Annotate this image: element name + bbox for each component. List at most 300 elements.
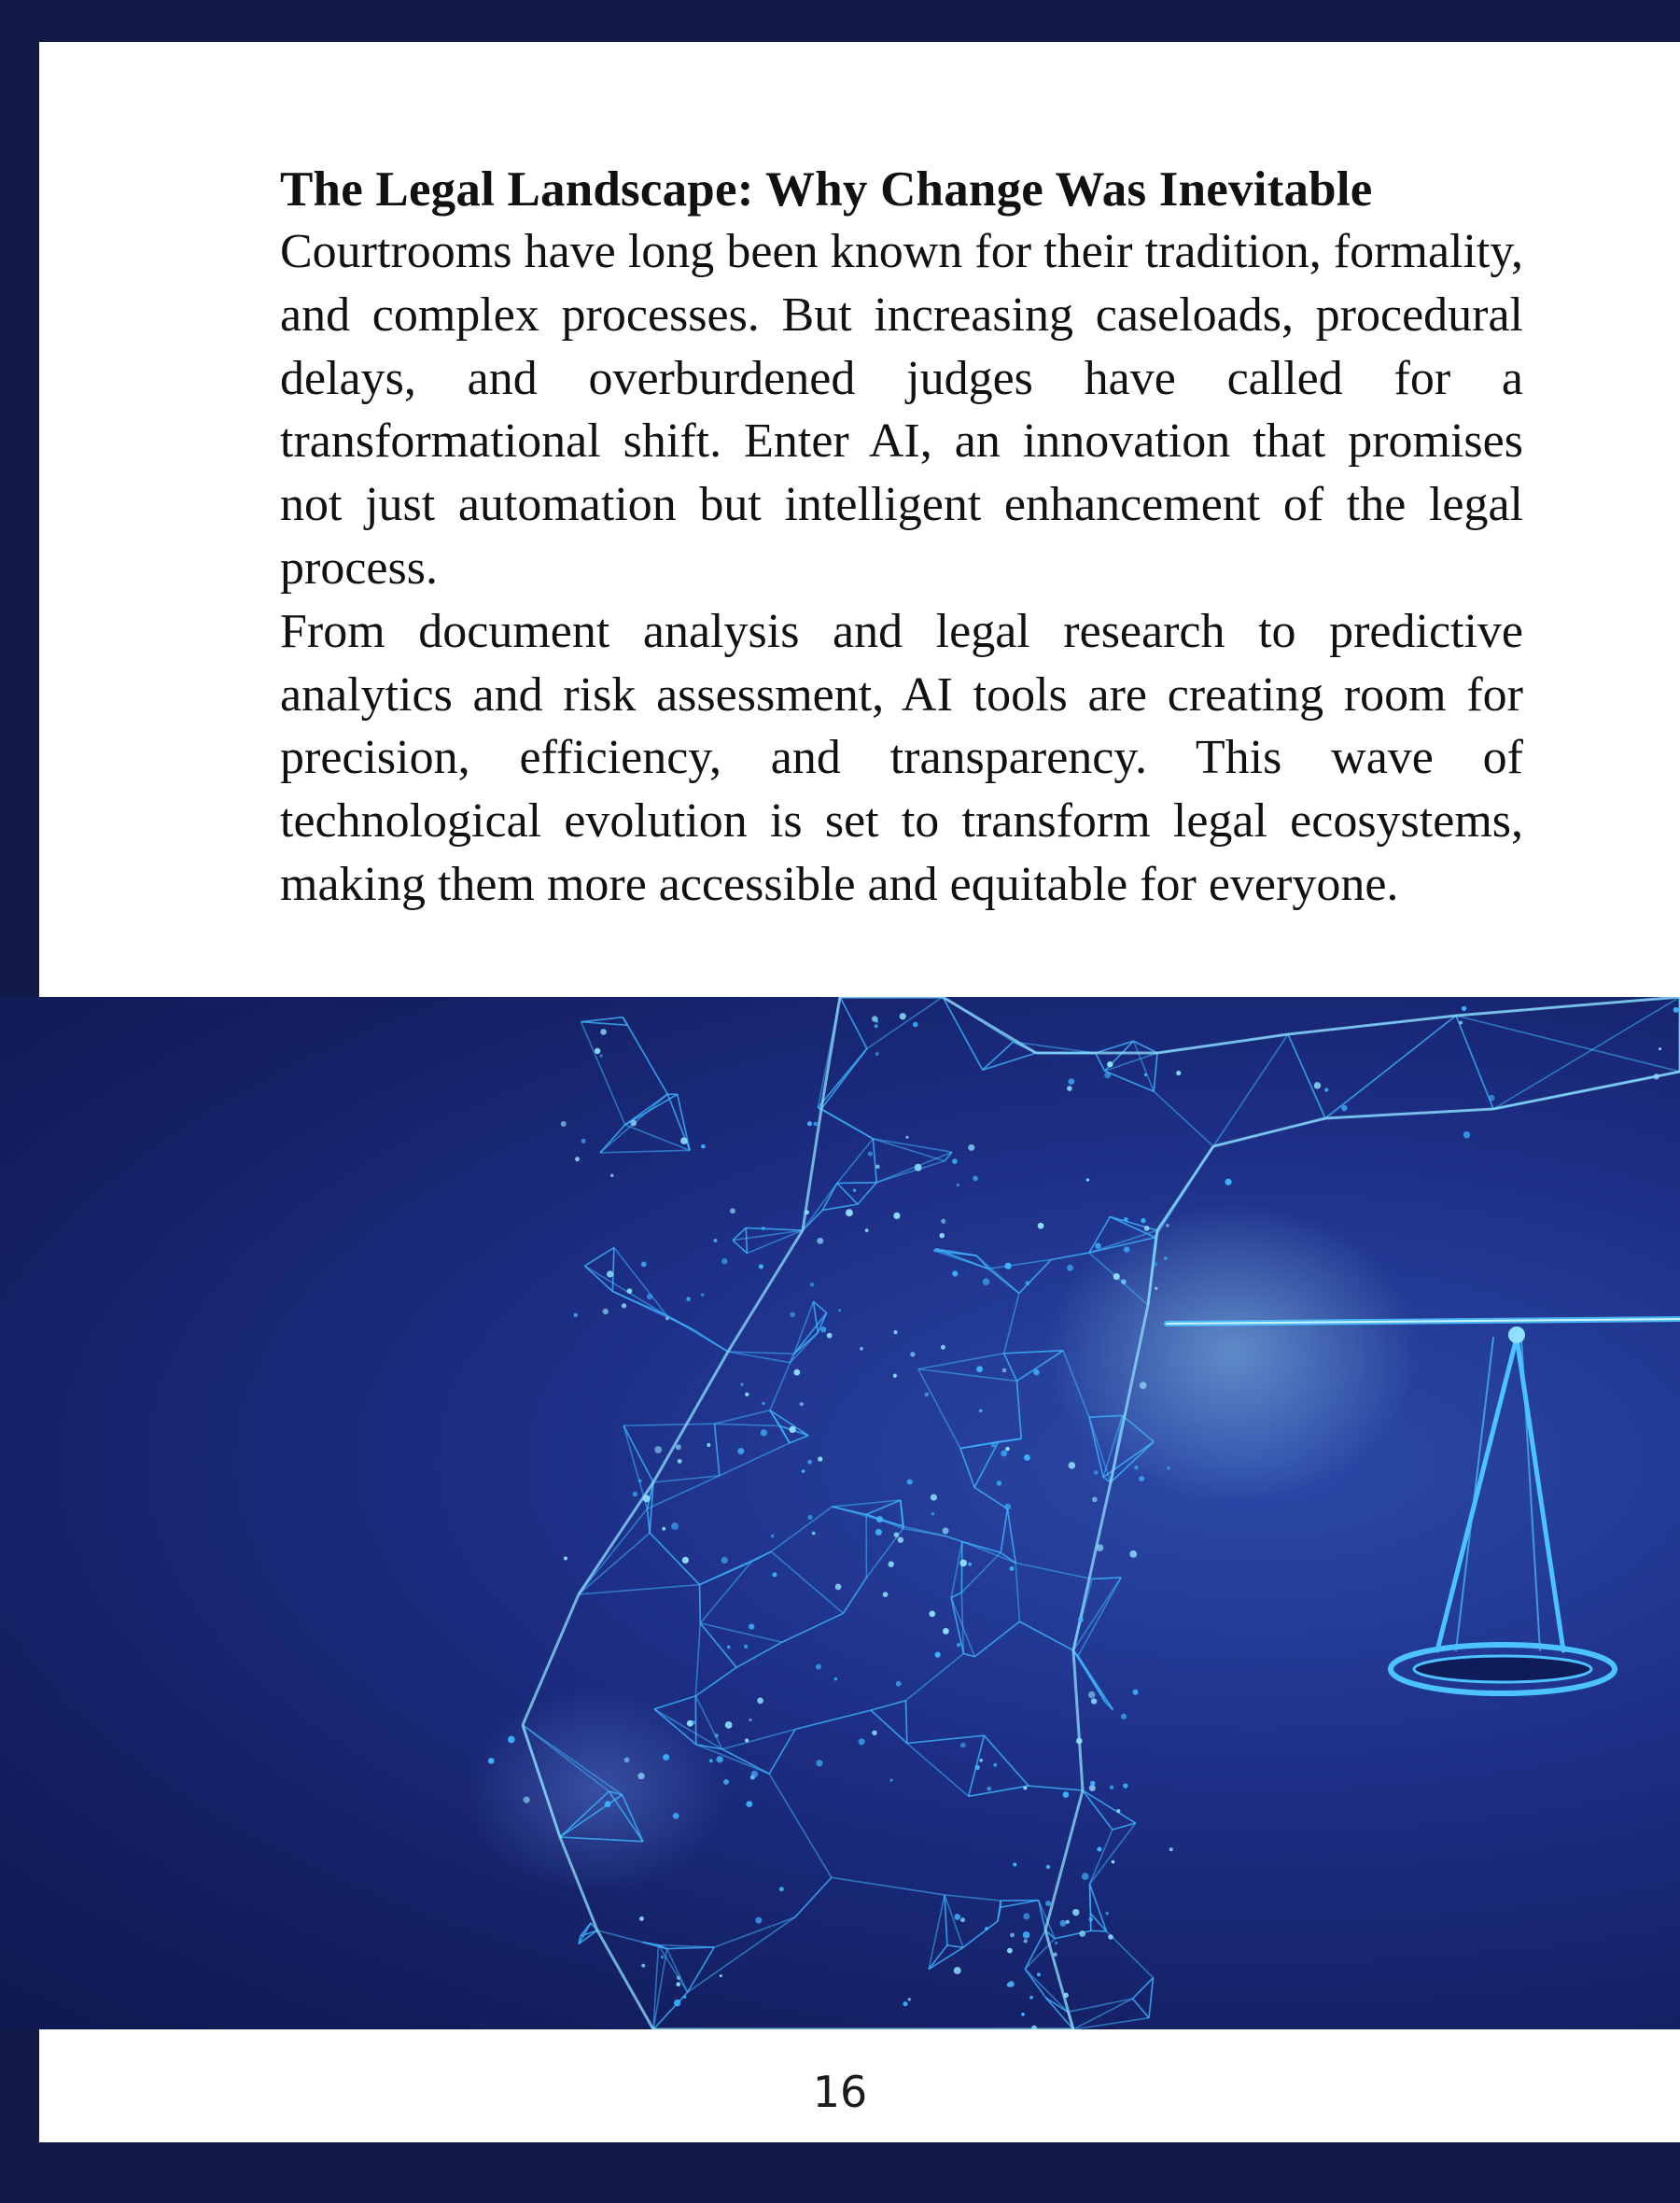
mesh-line (1083, 1790, 1113, 1830)
particle-dot (671, 1522, 679, 1530)
particle-dot (959, 1560, 967, 1567)
particle-dot (941, 1345, 945, 1350)
mesh-line (822, 1204, 858, 1210)
mesh-line (1106, 1931, 1153, 1978)
particle-dot (1124, 1246, 1129, 1252)
particle-dot (952, 1158, 958, 1164)
mesh-line (733, 1241, 747, 1254)
mesh-line (918, 1369, 960, 1449)
mesh-line (974, 1442, 999, 1488)
mesh-line (1154, 1053, 1157, 1091)
particle-dot (624, 1758, 630, 1763)
mesh-line (1083, 1790, 1136, 1823)
particle-dot (488, 1758, 495, 1764)
particle-dot (673, 1813, 679, 1819)
particle-dot (853, 1188, 857, 1192)
particle-dot (1141, 1218, 1145, 1223)
particle-dot (1089, 1785, 1096, 1791)
mesh-line (1019, 1259, 1051, 1293)
mesh-line (714, 1917, 795, 1947)
mesh-line (988, 1259, 1051, 1269)
particle-dot (1045, 1901, 1051, 1906)
particle-dot (915, 1164, 922, 1172)
particle-dot (1116, 1809, 1120, 1813)
mesh-line (790, 1436, 808, 1443)
particle-dot (875, 1024, 878, 1028)
mesh-line (929, 1947, 963, 1969)
particle-dot (637, 1773, 644, 1779)
mesh-line (918, 1369, 1017, 1382)
particle-dot (976, 1366, 983, 1372)
particle-dot (812, 1532, 816, 1536)
particle-dot (761, 1429, 767, 1436)
particle-dot (709, 1759, 713, 1762)
mesh-line (837, 1183, 858, 1204)
particle-dot (1155, 1287, 1157, 1290)
particle-dot (1090, 1781, 1095, 1786)
particle-dot (581, 1139, 586, 1144)
particle-dot (508, 1736, 515, 1744)
mesh-line (905, 1653, 963, 1700)
mesh-line (867, 997, 943, 1048)
mesh-line (871, 1701, 905, 1710)
particle-dot (1673, 1007, 1679, 1013)
particle-dot (1004, 1263, 1011, 1270)
particle-dot (790, 1312, 795, 1318)
particle-dot (807, 1460, 812, 1465)
page-frame-bottom (0, 2142, 1680, 2203)
particle-dot (1106, 1912, 1109, 1915)
mesh-line (1068, 1999, 1132, 2012)
particle-dot (641, 1262, 647, 1268)
particle-dot (680, 1137, 688, 1144)
particle-dot (1023, 1913, 1029, 1919)
particle-dot (1038, 1223, 1044, 1229)
particle-dot (957, 1643, 960, 1647)
particle-dot (1079, 1930, 1085, 1937)
particle-dot (910, 1352, 915, 1356)
particle-dot (940, 1233, 945, 1239)
mesh-line (1019, 1621, 1073, 1650)
particle-dot (630, 1120, 637, 1127)
particle-dot (1129, 1551, 1137, 1558)
mesh-line (960, 1449, 974, 1488)
particle-dot (1091, 1698, 1097, 1704)
particle-dot (1653, 1073, 1659, 1079)
particle-dot (929, 1611, 935, 1618)
particle-dot (746, 1801, 752, 1807)
particle-dot (834, 1677, 837, 1680)
mesh-line (1325, 1016, 1456, 1118)
mesh-line (579, 1585, 700, 1594)
particle-dot (987, 1787, 991, 1791)
mesh-line (728, 1230, 803, 1352)
particle-dot (960, 1917, 965, 1922)
particle-dot (762, 1227, 765, 1230)
particle-dot (1144, 1226, 1150, 1231)
particle-dot (817, 1238, 823, 1244)
mesh-line (961, 1552, 1001, 1593)
particle-dot (1123, 1783, 1127, 1788)
mesh-line (795, 1710, 871, 1729)
particle-dot (896, 1681, 902, 1687)
particle-dot (665, 1317, 669, 1321)
particle-dot (749, 1623, 754, 1629)
mesh-line (832, 1877, 945, 1895)
particle-dot (707, 1443, 710, 1447)
mesh-line (962, 1541, 1015, 1563)
particle-dot (924, 1392, 929, 1396)
mesh-line (837, 1183, 876, 1184)
particle-dot (1078, 1617, 1084, 1622)
particle-dot (1089, 1917, 1094, 1922)
particle-dot (1140, 1382, 1147, 1389)
particle-dot (876, 1516, 883, 1522)
particle-dot (807, 1121, 812, 1126)
mesh-line (653, 1476, 720, 1482)
particle-dot (663, 1754, 669, 1761)
mesh-line (782, 1613, 844, 1642)
mesh-line (905, 1701, 906, 1744)
particle-dot (903, 2001, 907, 2006)
particle-dot (757, 1698, 763, 1705)
particle-dot (875, 1529, 882, 1536)
particle-dot (714, 1733, 718, 1737)
particle-dot (661, 1956, 665, 1959)
mesh-line (1045, 1930, 1073, 2029)
particle-dot (997, 1480, 1001, 1485)
particle-dot (639, 1916, 644, 1921)
particle-dot (1097, 1544, 1104, 1551)
particle-dot (682, 1557, 689, 1564)
particle-dot (1086, 1178, 1089, 1181)
particle-dot (674, 2000, 681, 2007)
particle-dot (900, 1013, 906, 1019)
mesh-line (647, 1508, 650, 1533)
mesh-line (1004, 1354, 1017, 1382)
particle-dot (813, 1122, 817, 1126)
particle-dot (908, 1998, 911, 2000)
particle-dot (991, 1443, 996, 1448)
paragraph-intro: Courtrooms have long been known for their tradition, formality, and complex processes. But increasing caseloads, procedural delays, and overburdened judges have called for a transformational shift. Enter AI, an innovation that promises not just automation but intelligent enhancement of the legal process. (280, 225, 1523, 595)
particle-dot (941, 1219, 945, 1224)
particle-dot (846, 1209, 853, 1216)
particle-dot (638, 1479, 642, 1482)
particle-dot (1110, 1785, 1114, 1789)
particle-dot (1121, 1279, 1126, 1284)
mesh-line (1456, 997, 1680, 1016)
particle-dot (607, 1270, 613, 1277)
particle-dot (935, 1652, 941, 1658)
particle-dot (1023, 1931, 1030, 1939)
mesh-line (907, 1744, 969, 1797)
polygon-mesh (523, 997, 1680, 2029)
particle-dot (1069, 1462, 1075, 1468)
particle-dot (701, 1144, 706, 1149)
particle-dot (860, 1347, 863, 1351)
mesh-line (1001, 1509, 1007, 1553)
particle-dot (1166, 1224, 1169, 1228)
particle-dot (983, 1278, 990, 1285)
mesh-line (650, 1533, 699, 1584)
mesh-line (1325, 1109, 1493, 1118)
mesh-line (1015, 1563, 1019, 1621)
particle-dot (643, 1494, 651, 1502)
mesh-line (1016, 1381, 1021, 1438)
particle-dot (1013, 1862, 1016, 1866)
mesh-line (945, 1895, 1001, 1901)
particle-dot (662, 1527, 665, 1531)
mesh-line (720, 1443, 790, 1476)
mesh-line (818, 1108, 873, 1139)
mesh-line (688, 1947, 715, 1992)
mesh-line (695, 1667, 736, 1696)
particle-dot (1067, 1265, 1073, 1271)
mesh-line (751, 1551, 771, 1562)
particle-dot (913, 1022, 918, 1028)
particle-dot (1076, 1738, 1083, 1745)
particle-dot (893, 1213, 900, 1219)
particle-dot (816, 1760, 822, 1766)
particle-dot (1107, 1061, 1113, 1067)
mesh-line (1456, 1016, 1680, 1072)
mesh-line (715, 1424, 780, 1425)
particle-dot (737, 1448, 744, 1454)
particle-dot (725, 1721, 733, 1729)
particle-dot (985, 1927, 988, 1930)
mesh-line (873, 1139, 876, 1183)
particle-dot (749, 1719, 751, 1721)
particle-dot (1024, 1939, 1028, 1943)
particle-dot (820, 1326, 826, 1332)
particle-dot (595, 1048, 600, 1054)
mesh-line (951, 1541, 962, 1597)
particle-dot (889, 1561, 894, 1566)
particle-dot (713, 1239, 717, 1242)
particle-dot (721, 1258, 727, 1264)
particle-dot (627, 1288, 633, 1294)
particle-dot (564, 1556, 567, 1560)
mesh-line (647, 1476, 719, 1509)
mesh-line (907, 1735, 985, 1743)
particle-dot (575, 1157, 580, 1161)
particle-dot (1108, 1934, 1113, 1940)
particle-dot (979, 1410, 982, 1412)
particle-dot (1104, 1072, 1111, 1078)
mesh-line (715, 1424, 720, 1476)
particle-dot (745, 1393, 749, 1396)
particle-dot (1021, 2013, 1025, 2016)
justice-illustration (0, 997, 1680, 2029)
particle-dot (720, 1974, 722, 1977)
particle-dot (993, 1763, 997, 1767)
mesh-line (715, 1410, 770, 1424)
particle-dot (1094, 1470, 1099, 1475)
particle-dot (1067, 1086, 1072, 1091)
particle-dot (730, 1208, 735, 1214)
particle-dot (1025, 1281, 1029, 1285)
particle-dot (1121, 1714, 1127, 1719)
particle-dot (943, 1628, 949, 1635)
particle-dot (605, 1801, 611, 1807)
particle-dot (771, 1535, 774, 1537)
particle-dot (1459, 1021, 1463, 1025)
particle-dot (1055, 1942, 1057, 1944)
particle-dot (973, 1176, 978, 1182)
particle-dot (800, 1402, 804, 1406)
particle-dot (641, 1964, 645, 1968)
particle-dot (1112, 1860, 1115, 1864)
mesh-line (585, 1248, 614, 1267)
particle-dot (816, 1663, 821, 1669)
particle-dot (721, 1557, 728, 1564)
particle-dot (1225, 1179, 1231, 1186)
particle-dot (827, 1333, 833, 1339)
mesh-line (597, 1930, 653, 2029)
particle-dot (818, 1456, 822, 1461)
mesh-line (962, 1541, 1001, 1552)
mesh-line (1090, 1884, 1091, 1930)
mesh-line (822, 1183, 837, 1210)
particle-dot (759, 1264, 763, 1269)
particle-dot (1088, 1691, 1096, 1699)
particle-dot (740, 1382, 743, 1385)
particle-dot (723, 1779, 729, 1785)
particle-dot (931, 1494, 937, 1500)
particle-dot (1002, 1368, 1007, 1373)
mesh-line (1213, 1118, 1325, 1146)
particle-dot (744, 1645, 748, 1649)
particle-dot (810, 1283, 814, 1286)
particle-dot (779, 1887, 784, 1891)
particle-dot (868, 1151, 873, 1156)
particle-dot (762, 1402, 764, 1405)
particle-dot (1314, 1082, 1321, 1088)
lady-justice-scales-icon (0, 997, 1680, 2029)
mesh-line (1051, 1253, 1089, 1259)
mesh-line (918, 1354, 1004, 1369)
particle-dot (610, 1173, 614, 1177)
particle-dot (599, 1054, 602, 1057)
particle-dot (1133, 1690, 1139, 1695)
mesh-line (1090, 1830, 1113, 1884)
mesh-line (871, 1710, 907, 1743)
particle-dot (1024, 1454, 1030, 1461)
particle-dot (793, 1369, 800, 1376)
mesh-line (585, 1266, 667, 1315)
particle-dot (1010, 1933, 1015, 1938)
mesh-line (858, 1183, 876, 1204)
particle-dot (600, 1029, 607, 1035)
particle-dot (622, 1303, 626, 1308)
particle-dot (802, 1469, 805, 1473)
particle-dot (1154, 1262, 1157, 1266)
particle-dot (1023, 1786, 1027, 1789)
mesh-line (984, 1735, 1029, 1786)
particle-dot (1095, 1242, 1101, 1249)
particle-dot (1029, 1996, 1033, 2000)
particle-dot (979, 1759, 983, 1762)
mesh-line (1090, 1884, 1107, 1931)
mesh-line (1149, 1978, 1153, 2018)
particle-dot (1462, 1006, 1466, 1011)
mesh-line (903, 1529, 946, 1536)
mesh-line (771, 1551, 843, 1613)
particle-dot (1341, 1105, 1347, 1111)
mesh-line (1091, 1930, 1107, 1931)
mesh-line (658, 1945, 714, 1947)
mesh-line (722, 1749, 769, 1774)
particle-dot (1144, 1073, 1147, 1076)
mesh-line (1493, 997, 1680, 1109)
particle-dot (716, 1756, 722, 1762)
mesh-line (945, 1536, 962, 1542)
mesh-line (833, 1507, 904, 1526)
particle-dot (872, 1016, 878, 1022)
particle-dot (1324, 1088, 1328, 1092)
mesh-line (581, 1017, 623, 1022)
mesh-line (1073, 1482, 1111, 1650)
mesh-line (794, 1312, 827, 1354)
particle-dot (1169, 1847, 1173, 1851)
mesh-line (840, 997, 867, 1048)
particle-dot (789, 1426, 795, 1433)
mesh-line (722, 1730, 795, 1749)
particle-dot (1004, 1504, 1011, 1510)
particle-dot (755, 1917, 762, 1924)
particle-dot (1097, 1847, 1101, 1852)
mesh-line (1008, 1509, 1016, 1564)
particle-dot (807, 1515, 812, 1520)
particle-dot (1139, 1476, 1144, 1481)
mesh-line (1004, 1293, 1019, 1353)
particle-dot (875, 1052, 879, 1056)
mesh-line (769, 1774, 832, 1877)
mesh-line (623, 1424, 714, 1425)
particle-dot (872, 1731, 876, 1735)
particle-dot (772, 1572, 777, 1577)
particle-dot (889, 1778, 892, 1781)
mesh-line (1132, 1999, 1149, 2018)
particle-dot (683, 1996, 686, 1999)
particle-dot (875, 1165, 879, 1169)
mesh-line (1055, 1930, 1091, 1938)
mesh-line (983, 1053, 1036, 1070)
mesh-line (974, 1621, 1019, 1657)
mesh-line (693, 1330, 728, 1352)
particle-dot (1005, 1447, 1009, 1451)
particle-dot (524, 1797, 530, 1803)
particle-dot (942, 1527, 948, 1534)
particle-dot (952, 1270, 958, 1276)
mesh-line (947, 1945, 963, 1947)
particle-dot (1167, 1466, 1169, 1469)
particle-dot (960, 1743, 966, 1748)
particle-dot (1001, 1450, 1007, 1456)
mesh-line (612, 1248, 614, 1292)
particle-dot (1092, 1497, 1098, 1503)
particle-dot (1113, 1273, 1120, 1280)
mesh-line (969, 1786, 1029, 1796)
mesh-line (876, 1152, 952, 1183)
particle-dot (1046, 1865, 1050, 1869)
particle-dot (574, 1313, 578, 1317)
particle-dot (1176, 1071, 1181, 1075)
particle-dot (561, 1121, 567, 1127)
particle-dot (686, 1297, 691, 1301)
particle-dot (751, 1771, 758, 1777)
mesh-line (1025, 1969, 1045, 1998)
